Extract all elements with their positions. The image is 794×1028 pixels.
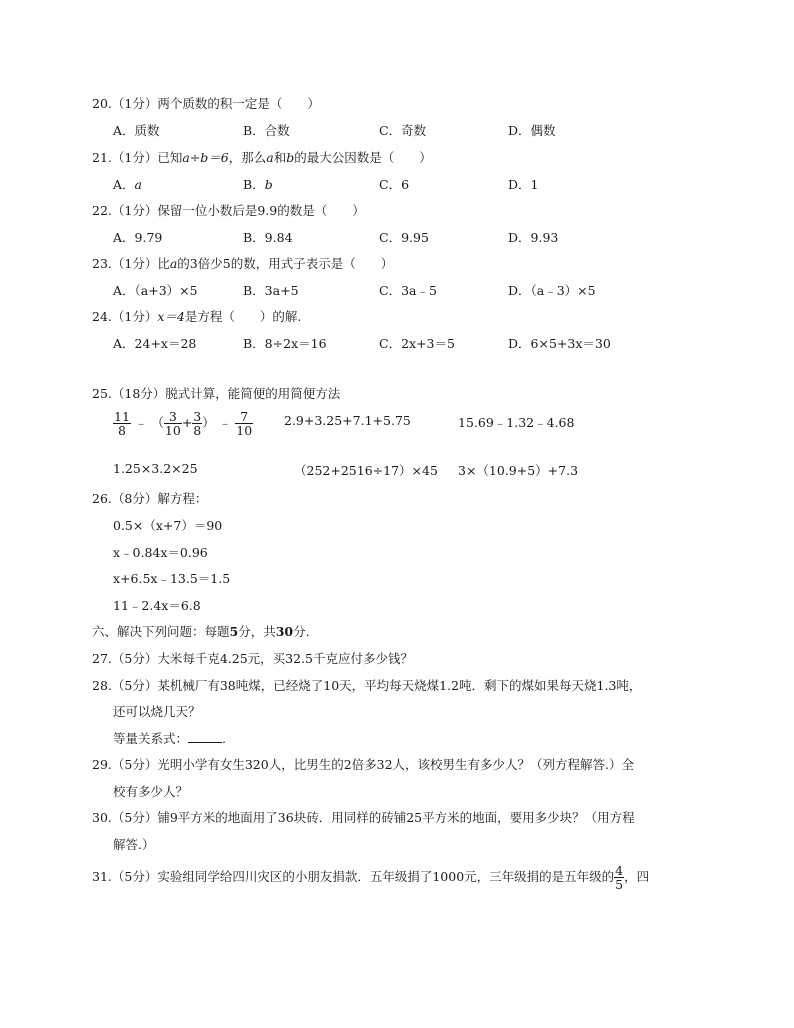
q25-calc-5: （252+2516÷17）×45: [294, 463, 438, 478]
q25-calc-2: 2.9+3.25+7.1+5.75: [284, 413, 411, 428]
fraction: $\frac{3}{8}$: [193, 409, 202, 439]
q21-option-d: D．1: [508, 177, 539, 192]
q29-line-1: 29.（5分）光明小学有女生320人，比男生的2倍多32人，该校男生有多少人？（列方程解答.）全: [92, 757, 635, 772]
q25-calc-1: $\frac{11}{8}$ ﹣ （ $\frac{3}{10}$ + $\frac{3}{8}$ ） ﹣ $\frac{7}{10}$: [114, 409, 253, 439]
q31-text: 31.（5分）实验组同学给四川灾区的小朋友捐款．五年级捐了1000元，三年级捐的是五年级的 $\frac{4}{5}$ ，四: [92, 863, 650, 893]
q21-stem: 21.（1分）已知a÷b＝6，那么a和b的最大公因数是（ ）: [92, 150, 432, 165]
answer-blank: [188, 732, 222, 743]
q25-stem: 25.（18分）脱式计算，能简便的用简便方法: [92, 386, 341, 401]
q25-calc-3: 15.69﹣1.32﹣4.68: [458, 415, 575, 430]
q24-option-d: D．6×5+3x＝30: [508, 336, 611, 351]
q23-option-b: B．3a+5: [243, 283, 299, 298]
q22-option-d: D．9.93: [508, 230, 559, 245]
q20-option-d: D．偶数: [508, 123, 556, 138]
q22-option-a: A．9.79: [113, 230, 163, 245]
q26-equation-4: 11﹣2.4x＝6.8: [113, 598, 201, 613]
q22-option-b: B．9.84: [243, 230, 293, 245]
q23-stem: 23.（1分）比a的3倍少5的数，用式子表示是（ ）: [92, 256, 394, 271]
q30-line-1: 30.（5分）铺9平方米的地面用了36块砖．用同样的砖铺25平方米的地面，要用多少块？（用方程: [92, 810, 635, 825]
q21-option-a: A．a: [113, 177, 142, 192]
q24-stem: 24.（1分）x＝4是方程（ ）的解.: [92, 309, 302, 324]
fraction: $\frac{11}{8}$: [114, 409, 130, 439]
section-6-heading: 六、解决下列问题：每题5分，共30分.: [92, 624, 310, 639]
q30-line-2: 解答.）: [113, 837, 155, 852]
q28-relation: 等量关系式： .: [113, 731, 226, 746]
fraction: $\frac{4}{5}$: [615, 863, 624, 893]
q24-option-a: A．24+x＝28: [113, 336, 197, 351]
q23-option-c: C．3a﹣5: [379, 283, 437, 298]
q20-option-b: B．合数: [243, 123, 290, 138]
q24-option-c: C．2x+3＝5: [379, 336, 455, 351]
fraction: $\frac{3}{10}$: [164, 409, 181, 439]
q22-stem: 22.（1分）保留一位小数后是9.9的数是（ ）: [92, 203, 365, 218]
q26-equation-2: x﹣0.84x＝0.96: [113, 545, 208, 560]
q28-line-2: 还可以烧几天？: [113, 704, 201, 719]
q23-option-d: D．（a﹣3）×5: [508, 283, 596, 298]
q29-line-2: 校有多少人？: [113, 784, 189, 799]
q27-text: 27.（5分）大米每千克4.25元，买32.5千克应付多少钱？: [92, 651, 413, 666]
q26-equation-1: 0.5×（x+7）＝90: [113, 518, 223, 533]
q20-option-a: A．质数: [113, 123, 160, 138]
q26-equation-3: x+6.5x﹣13.5＝1.5: [113, 571, 231, 586]
q25-calc-4: 1.25×3.2×25: [113, 461, 198, 476]
q20-stem: 20.（1分）两个质数的积一定是（ ）: [92, 96, 320, 111]
q22-option-c: C．9.95: [379, 230, 429, 245]
q25-calc-6: 3×（10.9+5）+7.3: [458, 463, 579, 478]
q21-option-b: B．b: [243, 177, 273, 192]
q21-option-c: C．6: [379, 177, 410, 192]
q21-expr: a÷b＝6: [182, 150, 229, 165]
q24-option-b: B．8÷2x＝16: [243, 336, 327, 351]
q20-option-c: C．奇数: [379, 123, 427, 138]
fraction: $\frac{7}{10}$: [236, 409, 253, 439]
q26-stem: 26.（8分）解方程：: [92, 491, 208, 506]
q23-option-a: A．（a+3）×5: [113, 283, 198, 298]
q28-line-1: 28.（5分）某机械厂有38吨煤，已经烧了10天，平均每天烧煤1.2吨．剩下的煤如果每天烧1.3吨，: [92, 678, 642, 693]
